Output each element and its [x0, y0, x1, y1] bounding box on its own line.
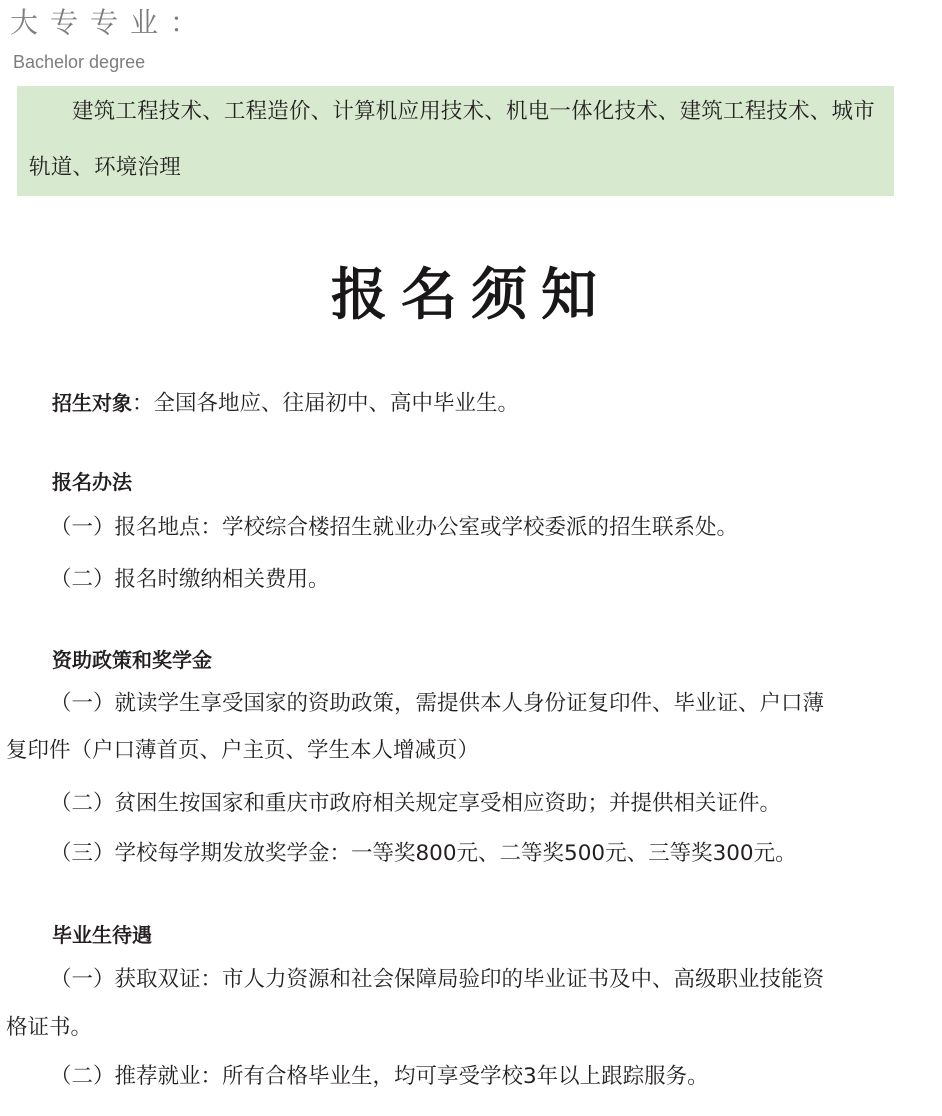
section-subtitle: Bachelor degree [13, 52, 146, 72]
aid-item-1-line-2: 复印件（户口薄首页、户主页、学生本人增减页） [6, 738, 480, 763]
line-target [52, 393, 519, 415]
majors-box [17, 86, 894, 196]
aid-item-2: （二）贫困生按国家和重庆市政府相关规定享受相应资助；并提供相关证件。 [50, 791, 782, 816]
target-value: 全国各地应、往届初中、高中毕业生。 [153, 391, 520, 416]
notice-title: 报名须知 [331, 263, 611, 328]
graduates-item-2: （二）推荐就业：所有合格毕业生，均可享受学校3年以上跟踪服务。 [50, 1064, 709, 1089]
target-label: 招生对象 [52, 391, 132, 415]
target-colon: ： [132, 391, 154, 416]
aid-item-1-line-1: （一）就读学生享受国家的资助政策，需提供本人身份证复印件、毕业证、户口薄 [50, 691, 825, 716]
aid-item-3: （三）学校每学期发放奖学金：一等奖800元、二等奖500元、三等奖300元。 [50, 841, 797, 866]
graduates-item-1-line-1: （一）获取双证：市人力资源和社会保障局验印的毕业证书及中、高级职业技能资 [50, 967, 825, 992]
registration-heading: 报名办法 [52, 470, 132, 494]
registration-item-2: （二）报名时缴纳相关费用。 [50, 567, 330, 592]
aid-heading: 资助政策和奖学金 [52, 648, 212, 672]
section-title: 大专专业： [10, 6, 211, 39]
registration-item-1: （一）报名地点：学校综合楼招生就业办公室或学校委派的招生联系处。 [50, 515, 739, 540]
graduates-heading: 毕业生待遇 [52, 923, 152, 947]
majors-list: 建筑工程技术、工程造价、计算机应用技术、机电一体化技术、建筑工程技术、城市轨道、环境治理 [29, 99, 875, 180]
graduates-item-1-line-2: 格证书。 [6, 1015, 93, 1040]
